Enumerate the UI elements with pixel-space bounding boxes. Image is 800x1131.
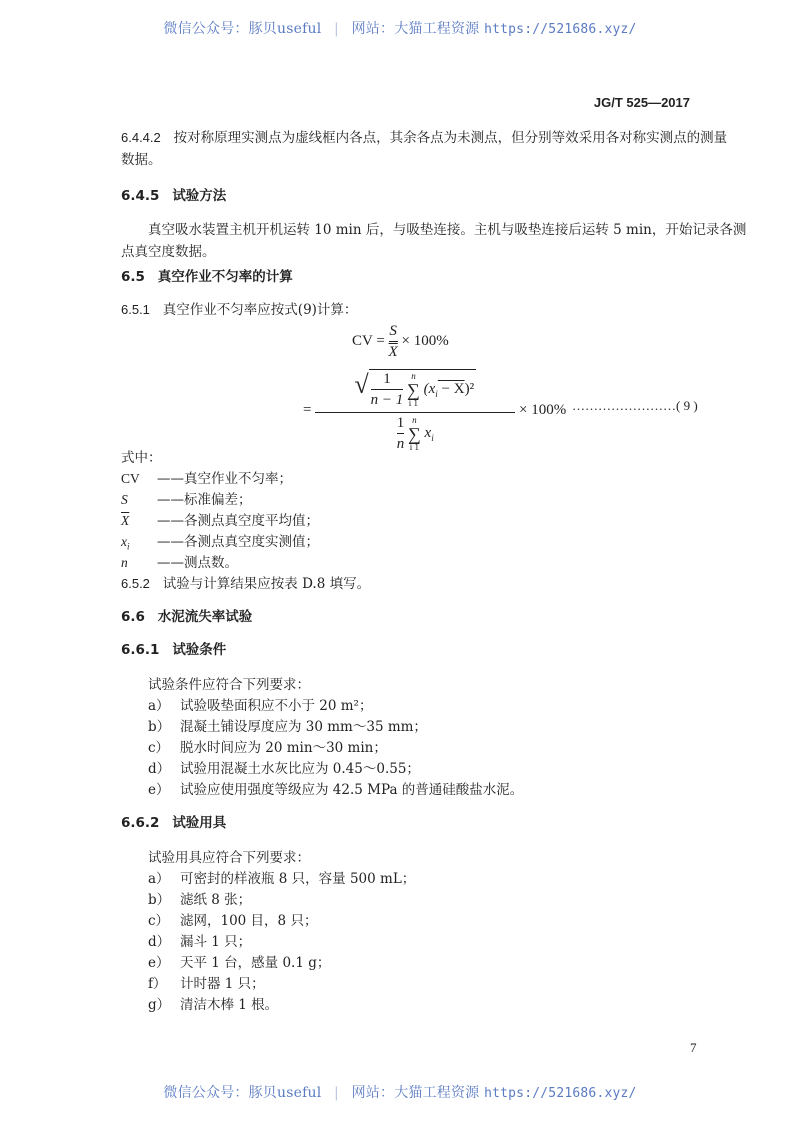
definition-xbar	[121, 511, 319, 531]
sum-icon: n ∑ i 1	[407, 414, 421, 452]
term-mean: − X	[437, 381, 465, 397]
watermark-url[interactable]: https://521686.xyz/	[484, 22, 637, 37]
item-text: 计时器 1 只；	[180, 976, 265, 992]
heading-title: 试验用具	[172, 815, 227, 831]
item-label: c）	[148, 913, 170, 929]
item-label: b）	[148, 892, 171, 908]
symbol: CV	[121, 471, 140, 486]
item-text: 天平 1 台，感量 0.1 g；	[180, 955, 331, 971]
clause-6442	[121, 128, 727, 148]
item-text: 试验用混凝土水灰比应为 0.45～0.55；	[180, 761, 420, 777]
heading-number: 6.6.1	[121, 642, 160, 658]
clause-text: 真空作业不匀率应按式(9)计算：	[162, 302, 358, 318]
paragraph-645-cont: 点真空度数据。	[121, 244, 216, 260]
watermark-top	[0, 18, 800, 38]
item-label: d）	[148, 934, 171, 950]
item-label: b）	[148, 719, 171, 735]
page-number: 7	[690, 1040, 697, 1055]
watermark-wechat: 微信公众号：豚贝useful	[163, 1085, 322, 1101]
item-text: 混凝土铺设厚度应为 30 mm～35 mm；	[180, 719, 427, 735]
fraction-bar	[315, 412, 515, 413]
list-intro-661: 试验条件应符合下列要求：	[148, 677, 310, 693]
heading-65	[121, 267, 293, 287]
item-text: 脱水时间应为 20 min～30 min；	[180, 740, 387, 756]
formula-cv-expanded	[303, 368, 566, 453]
list-item	[148, 780, 523, 800]
item-label: e）	[148, 955, 170, 971]
equation-number	[572, 398, 698, 414]
item-label: d）	[148, 761, 171, 777]
heading-title: 真空作业不匀率的计算	[157, 269, 293, 285]
definition-text: ——各测点真空度平均值；	[157, 513, 319, 529]
list-intro-662: 试验用具应符合下列要求：	[148, 850, 310, 866]
subscript: i	[435, 389, 438, 399]
list-item	[148, 995, 278, 1015]
sum-upper: n	[411, 370, 416, 381]
sum-lower: i 1	[408, 397, 419, 408]
list-item	[148, 953, 330, 973]
watermark-separator: |	[334, 21, 339, 37]
item-label: c）	[148, 740, 170, 756]
standard-code: JG/T 525—2017	[593, 95, 690, 110]
list-item	[148, 717, 427, 737]
item-label: a）	[148, 698, 170, 714]
list-item	[148, 932, 251, 952]
symbol: $\overline{X}$	[121, 513, 130, 528]
definition-text: ——各测点真空度实测值；	[157, 534, 319, 550]
item-label: a）	[148, 871, 170, 887]
list-item	[148, 759, 420, 779]
watermark-url[interactable]: https://521686.xyz/	[484, 1086, 637, 1101]
item-text: 可密封的样液瓶 8 只，容量 500 mL；	[180, 871, 416, 887]
list-item	[148, 911, 317, 931]
where-label: 式中：	[121, 450, 162, 466]
item-text: 清洁木棒 1 根。	[180, 997, 279, 1013]
item-label: e）	[148, 782, 170, 798]
fraction-one-over-n	[397, 414, 405, 453]
list-item	[148, 974, 265, 994]
symbol: S	[121, 492, 128, 507]
list-item	[148, 869, 415, 889]
list-item	[148, 696, 372, 716]
watermark-wechat: 微信公众号：豚贝useful	[163, 21, 322, 37]
heading-number: 6.5	[121, 269, 145, 285]
list-item	[148, 890, 251, 910]
heading-title: 试验方法	[172, 188, 227, 204]
equals-sign: =	[303, 402, 312, 418]
definition-text: ——真空作业不匀率；	[157, 471, 292, 487]
subscript: i	[431, 432, 434, 443]
clause-text: 按对称原理实测点为虚线框内各点，其余各点为未测点，但分别等效采用各对称实测点的测量	[173, 130, 728, 146]
numerator-sqrt	[315, 368, 515, 411]
leader-dots: ……………………	[572, 398, 676, 413]
equals-sign: =	[376, 332, 385, 349]
definition-text: ——测点数。	[157, 555, 238, 571]
list-item	[148, 738, 387, 758]
item-text: 试验吸垫面积应不小于 20 m²；	[180, 698, 373, 714]
item-text: 滤网，100 目，8 只；	[180, 913, 318, 929]
heading-title: 水泥流失率试验	[157, 609, 253, 625]
times-sign: ×	[401, 332, 410, 349]
denominator-mean	[315, 414, 515, 453]
fraction-main	[315, 368, 515, 453]
definition-n	[121, 553, 238, 573]
term: (x	[423, 381, 436, 397]
clause-number: 6.5.1	[121, 302, 150, 317]
clause-6442-cont: 数据。	[121, 152, 162, 168]
heading-645	[121, 186, 226, 206]
denominator: n − 1	[370, 392, 404, 409]
term: x	[424, 424, 432, 441]
formula-lhs: CV	[352, 332, 373, 349]
symbol-base: x	[121, 534, 127, 549]
subscript: i	[127, 541, 130, 552]
denominator: n	[396, 436, 405, 452]
clause-text: 试验与计算结果应按表 D.8 填写。	[162, 576, 371, 592]
numerator: 1	[396, 415, 405, 431]
sum-lower: i 1	[409, 441, 419, 452]
percent-value: 100%	[531, 402, 567, 418]
watermark-site: 网站：大猫工程资源	[351, 21, 480, 37]
fraction-s-over-xbar	[389, 322, 398, 361]
item-label: f）	[148, 976, 167, 992]
fraction-bar	[389, 341, 398, 342]
definition-cv	[121, 469, 292, 489]
denominator: X	[388, 344, 398, 360]
term-square: )²	[464, 381, 475, 397]
watermark-bottom	[0, 1082, 800, 1102]
numerator: S	[389, 323, 397, 339]
item-text: 滤纸 8 张；	[180, 892, 252, 908]
fraction-bar	[397, 433, 405, 434]
clause-652	[121, 574, 370, 594]
sum-icon: n ∑ i 1	[407, 370, 420, 408]
heading-number: 6.4.5	[121, 188, 160, 204]
heading-66	[121, 607, 252, 627]
clause-number: 6.5.2	[121, 576, 150, 591]
percent-value: 100%	[413, 332, 449, 349]
equation-label: ( 9 )	[676, 398, 698, 413]
definition-text: ——标准偏差；	[157, 492, 252, 508]
sum-upper: n	[412, 414, 417, 425]
times-sign: ×	[518, 402, 528, 418]
formula-cv-definition	[352, 322, 449, 361]
watermark-separator: |	[334, 1085, 339, 1101]
fraction-one-over-n-1	[371, 370, 404, 409]
paragraph-645: 真空吸水装置主机开机运转 10 min 后，与吸垫连接。主机与吸垫连接后运转 5 min，开始记录各测	[148, 222, 747, 238]
heading-title: 试验条件	[172, 642, 227, 658]
heading-number: 6.6.2	[121, 815, 160, 831]
fraction-bar	[371, 389, 404, 390]
item-text: 漏斗 1 只；	[180, 934, 252, 950]
clause-number: 6.4.4.2	[121, 130, 161, 145]
clause-651	[121, 300, 357, 320]
item-text: 试验应使用强度等级应为 42.5 MPa 的普通硅酸盐水泥。	[180, 782, 524, 798]
item-label: g）	[148, 997, 171, 1013]
sqrt-icon: √	[354, 370, 369, 399]
symbol: n	[121, 555, 128, 570]
definition-s	[121, 490, 252, 510]
heading-number: 6.6	[121, 609, 145, 625]
watermark-site: 网站：大猫工程资源	[351, 1085, 480, 1101]
heading-661	[121, 640, 226, 660]
heading-662	[121, 813, 226, 833]
numerator: 1	[383, 371, 391, 388]
